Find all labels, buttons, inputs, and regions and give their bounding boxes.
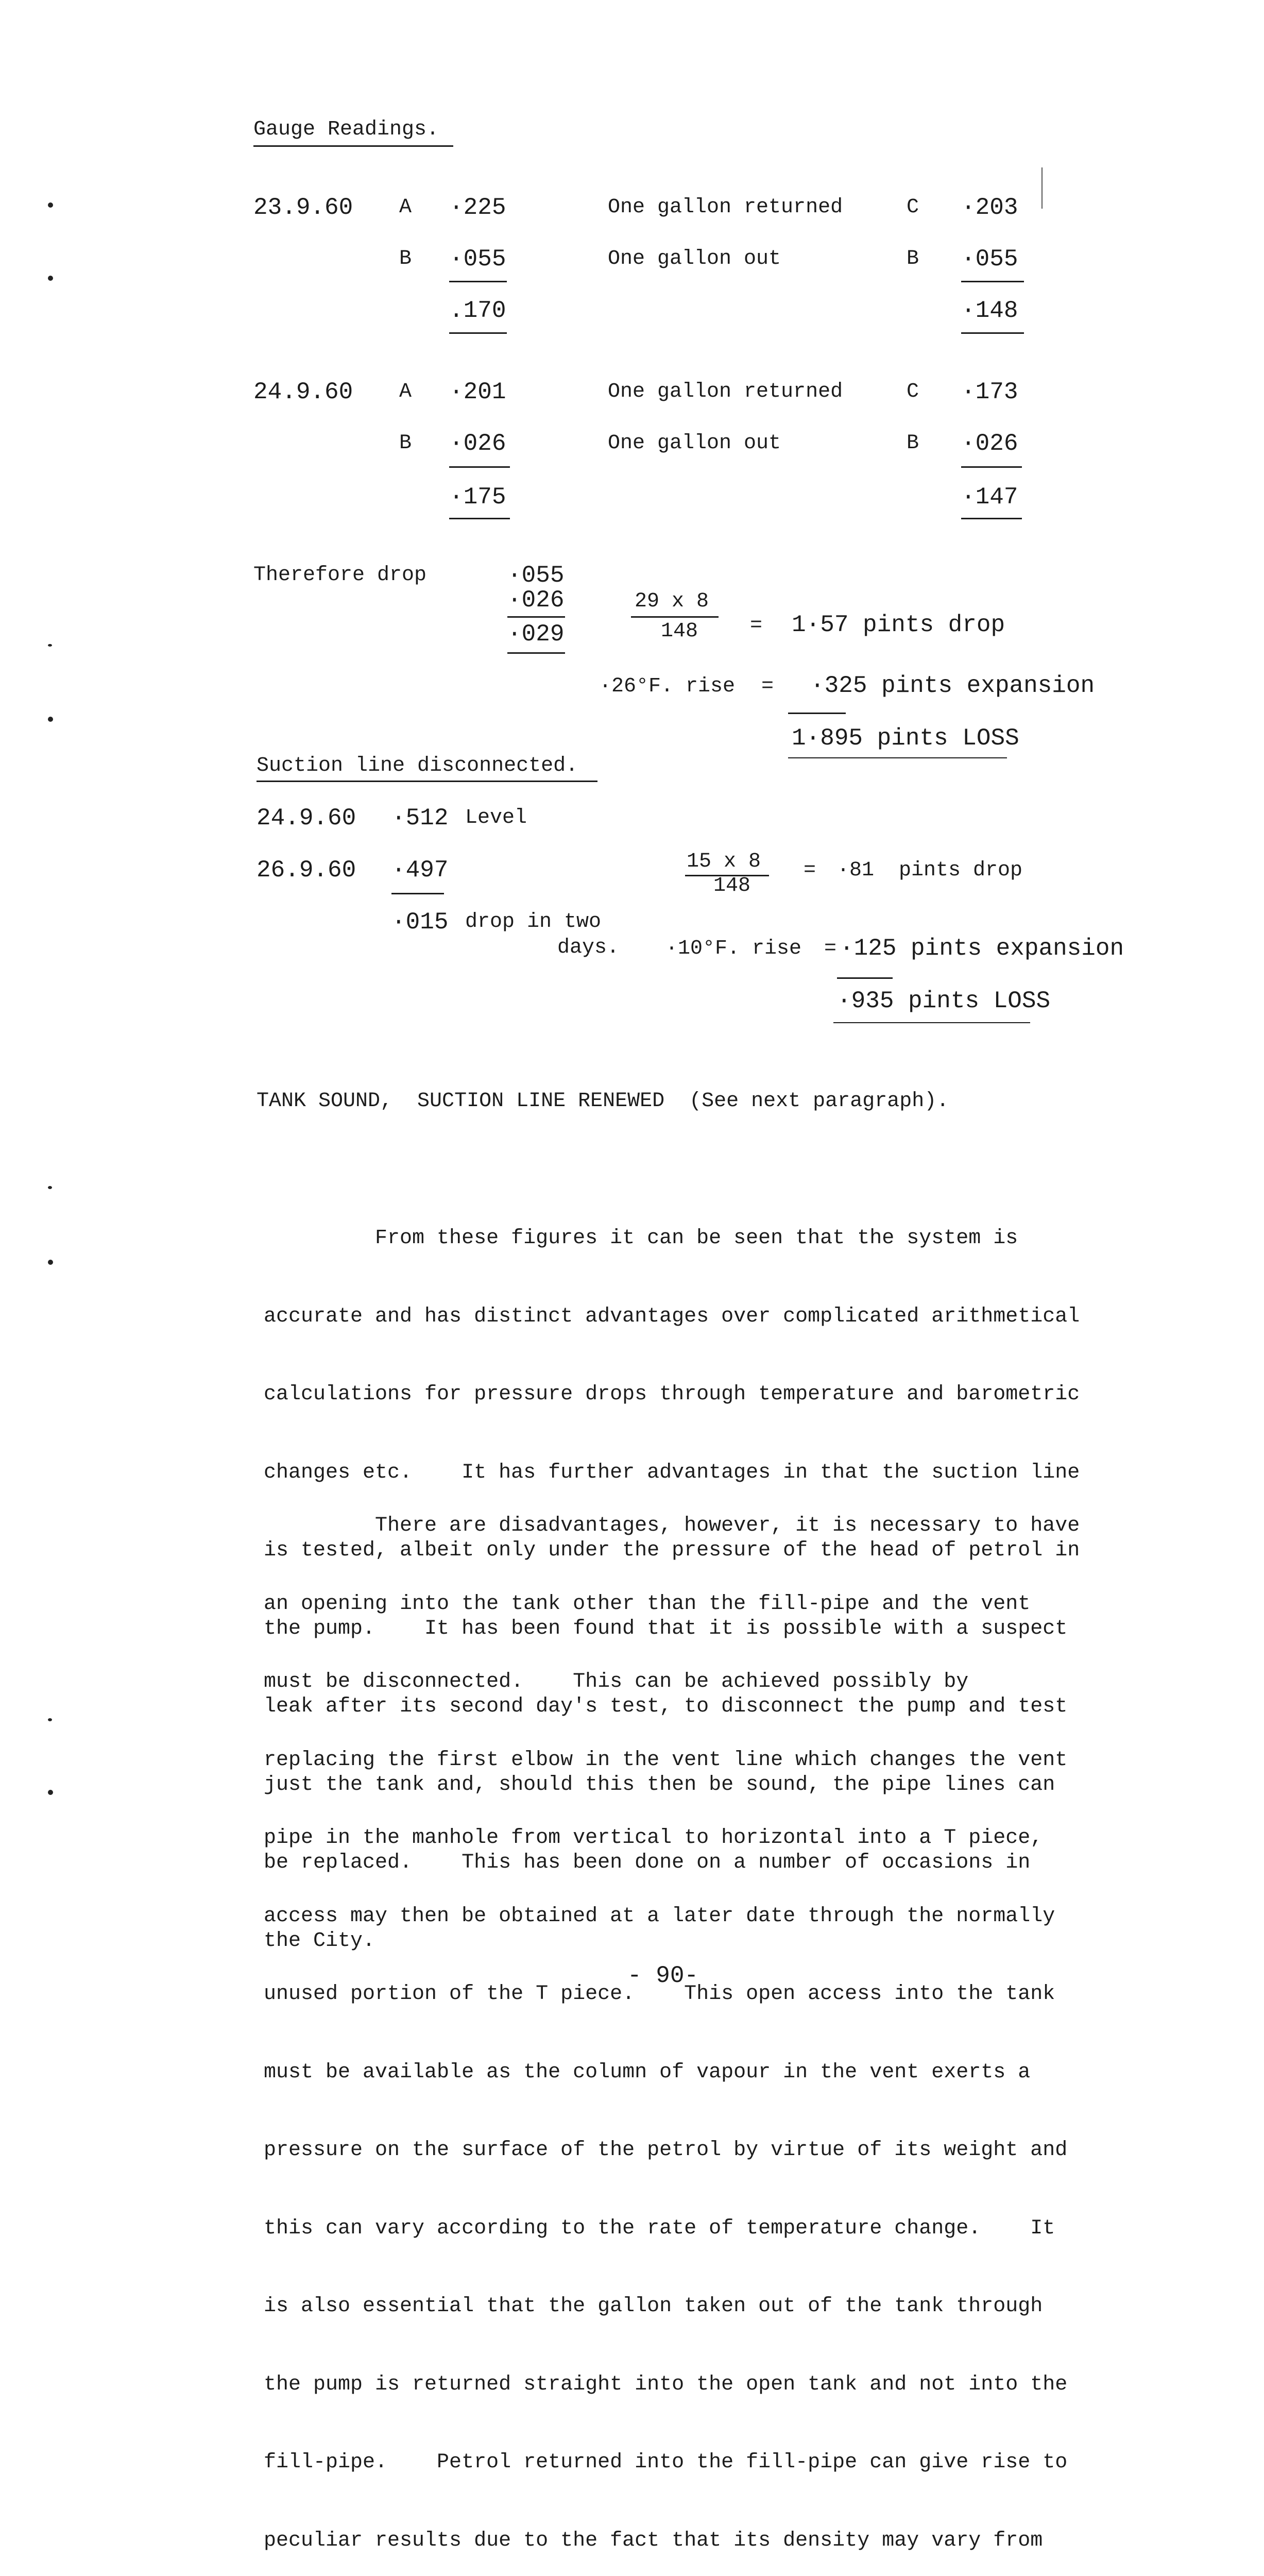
suction-heading-underline bbox=[257, 781, 597, 782]
day2-date: 24.9.60 bbox=[253, 379, 353, 405]
day1-ab-rule-bottom bbox=[449, 332, 507, 334]
paragraph-2-line: fill-pipe. Petrol returned into the fill-pipe can give rise to bbox=[264, 2451, 1068, 2474]
margin-dot bbox=[48, 717, 53, 722]
drop-fraction-bar bbox=[631, 616, 719, 618]
paragraph-2-line: pressure on the surface of the petrol by virtue of its weight and bbox=[264, 2139, 1068, 2162]
margin-dot bbox=[48, 202, 53, 208]
suction-loss-underline bbox=[833, 1022, 1030, 1023]
drop-loss-underline bbox=[788, 757, 1007, 758]
drop-expansion: ·325 pints expansion bbox=[810, 672, 1095, 699]
margin-dot bbox=[48, 1260, 53, 1265]
margin-dot bbox=[48, 276, 53, 281]
day1-c-value: ·203 bbox=[961, 194, 1018, 221]
suction-val1: ·512 bbox=[391, 805, 449, 832]
day2-cb-rule bbox=[961, 466, 1022, 468]
suction-loss: ·935 pints LOSS bbox=[837, 988, 1051, 1014]
day1-ab-result: .170 bbox=[449, 297, 506, 324]
suction-rise: ·10°F. rise bbox=[665, 937, 802, 960]
day1-b-label: B bbox=[399, 247, 412, 270]
day1-out-text: One gallon out bbox=[608, 247, 781, 270]
suction-drop-text-2: days. bbox=[557, 936, 620, 959]
day2-ab-result: ·175 bbox=[449, 484, 506, 511]
page-number: - 90- bbox=[627, 1962, 699, 1989]
day1-returned-text: One gallon returned bbox=[608, 196, 843, 219]
margin-mark bbox=[1041, 167, 1043, 209]
paragraph-2 bbox=[264, 1461, 1170, 2576]
day2-returned-text: One gallon returned bbox=[608, 380, 843, 403]
suction-val2: ·497 bbox=[391, 857, 449, 884]
day1-a-label: A bbox=[399, 196, 412, 219]
drop-label: Therefore drop bbox=[253, 564, 427, 587]
day2-cb-rule-bottom bbox=[961, 518, 1022, 519]
suction-heading: Suction line disconnected. bbox=[257, 754, 578, 777]
paragraph-1-line: the City. bbox=[264, 1929, 375, 1953]
paragraph-2-line: is also essential that the gallon taken out of the tank through bbox=[264, 2295, 1043, 2318]
paragraph-2-line: unused portion of the T piece. This open access into the tank bbox=[264, 1982, 1055, 2006]
drop-v2: ·026 bbox=[507, 587, 565, 614]
margin-dot bbox=[48, 1790, 53, 1795]
paragraph-2-line: must be disconnected. This can be achieved possibly by bbox=[264, 1670, 969, 1693]
paragraph-1-line: accurate and has distinct advantages over complicated arithmetical bbox=[264, 1304, 1080, 1328]
day1-cb-rule-bottom bbox=[961, 332, 1024, 334]
day1-a-value: ·225 bbox=[449, 194, 506, 221]
day2-b-value: ·026 bbox=[449, 430, 506, 457]
paragraph-2-line: replacing the first elbow in the vent line which changes the vent bbox=[264, 1748, 1068, 1772]
suction-expansion: ·125 pints expansion bbox=[840, 935, 1124, 962]
day2-c-label: C bbox=[907, 380, 919, 403]
drop-pints: 1·57 pints drop bbox=[792, 612, 1005, 638]
margin-dot bbox=[48, 644, 52, 647]
margin-dot bbox=[48, 1186, 52, 1189]
day1-c-label: C bbox=[907, 196, 919, 219]
day1-ab-rule bbox=[449, 281, 507, 282]
suction-equals2: = bbox=[824, 937, 837, 960]
paragraph-2-line: pipe in the manhole from vertical to horizontal into a T piece, bbox=[264, 1826, 1043, 1850]
drop-rise: ·26°F. rise bbox=[599, 675, 736, 698]
paragraph-2-line: must be available as the column of vapour in the vent exerts a bbox=[264, 2060, 1031, 2084]
suction-date2: 26.9.60 bbox=[257, 857, 356, 884]
suction-diff: ·015 bbox=[391, 909, 449, 936]
day2-out-text: One gallon out bbox=[608, 432, 781, 455]
day2-b2-value: ·026 bbox=[961, 430, 1018, 457]
day2-a-value: ·201 bbox=[449, 379, 506, 405]
paragraph-2-line: an opening into the tank other than the fill-pipe and the vent bbox=[264, 1592, 1031, 1616]
drop-loss: 1·895 pints LOSS bbox=[792, 725, 1019, 752]
paragraph-2-line: the pump is returned straight into the open tank and not into the bbox=[264, 2372, 1068, 2396]
suction-date1: 24.9.60 bbox=[257, 805, 356, 832]
suction-rule bbox=[391, 893, 444, 894]
day2-a-label: A bbox=[399, 380, 412, 403]
paragraph-1-line: calculations for pressure drops through temperature and barometric bbox=[264, 1383, 1080, 1406]
day1-b2-label: B bbox=[907, 247, 919, 270]
suction-loss-rule bbox=[837, 977, 893, 979]
suction-equals: = bbox=[804, 859, 816, 882]
day2-b2-label: B bbox=[907, 432, 919, 455]
suction-denominator: 148 bbox=[713, 874, 751, 897]
paragraph-1-line: changes etc. It has further advantages in that the suction line bbox=[264, 1461, 1080, 1484]
paragraph-1-line: be replaced. This has been done on a number of occasions in bbox=[264, 1851, 1031, 1874]
suction-numerator: 15 x 8 bbox=[687, 850, 761, 873]
paragraph-1-line: just the tank and, should this then be sound, the pipe lines can bbox=[264, 1773, 1055, 1797]
day2-c-value: ·173 bbox=[961, 379, 1018, 405]
paragraph-2-line: peculiar results due to the fact that its density may vary from bbox=[264, 2529, 1043, 2552]
drop-denominator: 148 bbox=[661, 620, 698, 643]
day1-cb-result: ·148 bbox=[961, 297, 1018, 324]
day2-cb-result: ·147 bbox=[961, 484, 1018, 511]
day2-b-label: B bbox=[399, 432, 412, 455]
drop-v1: ·055 bbox=[507, 562, 565, 589]
day1-date: 23.9.60 bbox=[253, 194, 353, 221]
day1-cb-rule bbox=[961, 281, 1024, 282]
title-underline bbox=[253, 145, 453, 147]
day2-ab-rule-bottom bbox=[449, 518, 510, 519]
day1-b-value: ·055 bbox=[449, 246, 506, 273]
page-title: Gauge Readings. bbox=[253, 118, 439, 141]
paragraph-2-line: access may then be obtained at a later date through the normally bbox=[264, 1904, 1055, 1928]
paragraph-1-line: is tested, albeit only under the pressure of the head of petrol in bbox=[264, 1539, 1080, 1562]
drop-loss-rule bbox=[788, 713, 846, 714]
drop-equals: = bbox=[750, 614, 763, 637]
drop-rule bbox=[507, 616, 565, 618]
suction-pints: ·81 pints drop bbox=[837, 859, 1023, 882]
paragraph-1-line: leak after its second day's test, to disconnect the pump and test bbox=[264, 1695, 1068, 1718]
paragraph-2-line: There are disadvantages, however, it is necessary to have bbox=[264, 1514, 1080, 1537]
drop-rule-bottom bbox=[507, 652, 565, 654]
day1-b2-value: ·055 bbox=[961, 246, 1018, 273]
drop-result: ·029 bbox=[507, 621, 565, 648]
suction-drop-text-1: drop in two bbox=[465, 910, 602, 934]
paragraph-1-line: the pump. It has been found that it is possible with a suspect bbox=[264, 1617, 1068, 1640]
drop-numerator: 29 x 8 bbox=[635, 590, 709, 613]
day2-ab-rule bbox=[449, 466, 510, 468]
paragraph-1-line: From these figures it can be seen that the system is bbox=[264, 1227, 1018, 1250]
margin-dot bbox=[48, 1718, 52, 1721]
suction-level: Level bbox=[465, 806, 527, 829]
drop-equals2: = bbox=[761, 675, 774, 698]
tank-sound-line: TANK SOUND, SUCTION LINE RENEWED (See next paragraph). bbox=[257, 1090, 949, 1113]
paragraph-2-line: this can vary according to the rate of temperature change. It bbox=[264, 2216, 1055, 2240]
